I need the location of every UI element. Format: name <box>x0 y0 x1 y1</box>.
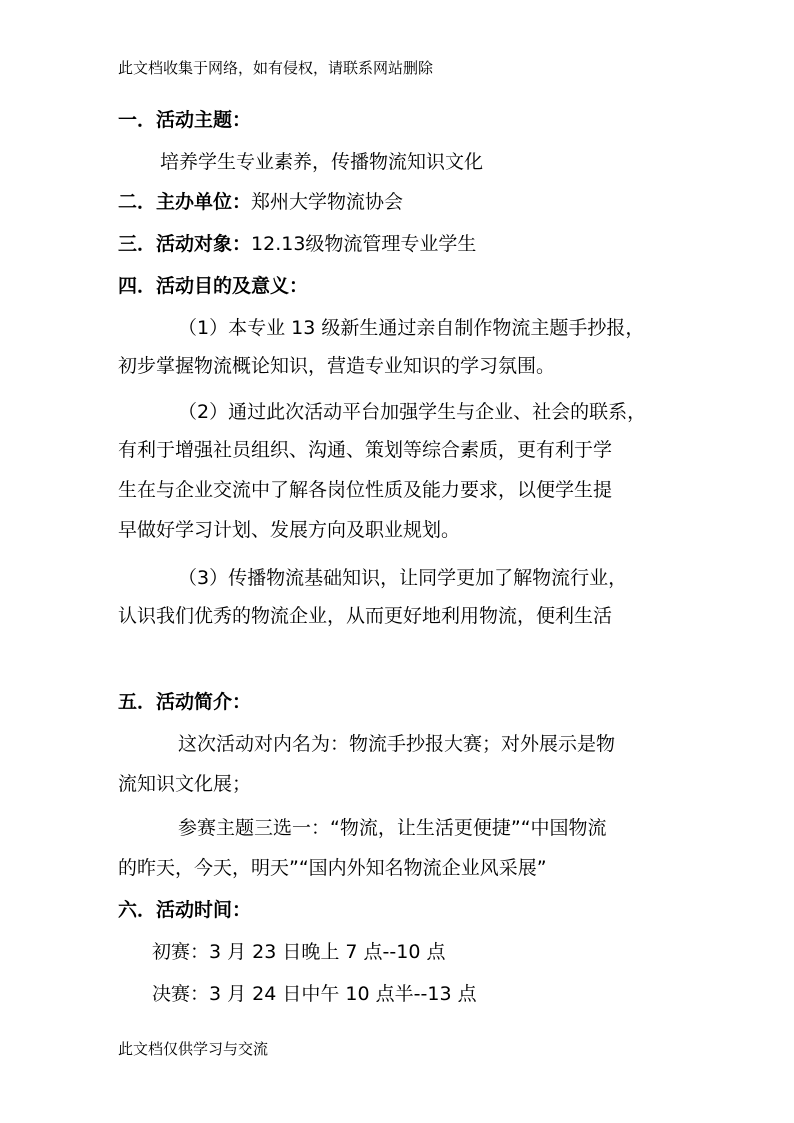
section-3-title: 三．活动对象： <box>118 233 252 255</box>
header-note: 此文档收集于网络，如有侵权，请联系网站删除 <box>118 59 434 77</box>
section-5-para-2-line-2: 的昨天，今天，明天”“国内外知名物流企业风采展” <box>118 857 547 879</box>
section-5-para-2-line-1: 参赛主题三选一：“物流，让生活更便捷”“中国物流 <box>178 817 607 839</box>
section-5-para-1-line-1: 这次活动对内名为：物流手抄报大赛；对外展示是物 <box>178 733 616 755</box>
section-4-para-3-line-2: 认识我们优秀的物流企业，从而更好地利用物流，便利生活 <box>118 605 613 627</box>
section-2-body: 郑州大学物流协会 <box>251 191 404 213</box>
section-4-title: 四．活动目的及意义： <box>118 275 309 297</box>
section-4-para-2-line-2: 有利于增强社员组织、沟通、策划等综合素质，更有利于学 <box>118 439 613 461</box>
section-1-body: 培养学生专业素养，传播物流知识文化 <box>160 151 484 173</box>
section-4-para-1-line-1: （1）本专业 13 级新生通过亲自制作物流主题手抄报， <box>178 317 645 339</box>
section-4-para-3-line-1: （3）传播物流基础知识，让同学更加了解物流行业， <box>178 567 628 589</box>
section-4-para-2-line-1: （2）通过此次活动平台加强学生与企业、社会的联系， <box>178 401 647 423</box>
footer-note: 此文档仅供学习与交流 <box>118 1040 269 1058</box>
section-6-title: 六．活动时间： <box>118 899 252 921</box>
section-2-line <box>118 190 403 214</box>
section-4-para-2-line-3: 生在与企业交流中了解各岗位性质及能力要求，以便学生提 <box>118 479 613 501</box>
section-3-body: 12.13级物流管理专业学生 <box>251 233 477 255</box>
schedule-final: 决赛：3 月 24 日中午 10 点半--13 点 <box>152 983 477 1005</box>
section-4-para-1-line-2: 初步掌握物流概论知识，营造专业知识的学习氛围。 <box>118 355 556 377</box>
section-4-para-2-line-4: 早做好学习计划、发展方向及职业规划。 <box>118 519 461 541</box>
section-2-title: 二．主办单位： <box>118 191 252 213</box>
schedule-preliminary: 初赛：3 月 23 日晚上 7 点--10 点 <box>152 941 446 963</box>
section-5-title: 五．活动简介： <box>118 691 252 713</box>
section-1-title: 一．活动主题： <box>118 109 252 131</box>
section-5-para-1-line-2: 流知识文化展； <box>118 773 252 795</box>
section-3-line <box>118 232 476 256</box>
